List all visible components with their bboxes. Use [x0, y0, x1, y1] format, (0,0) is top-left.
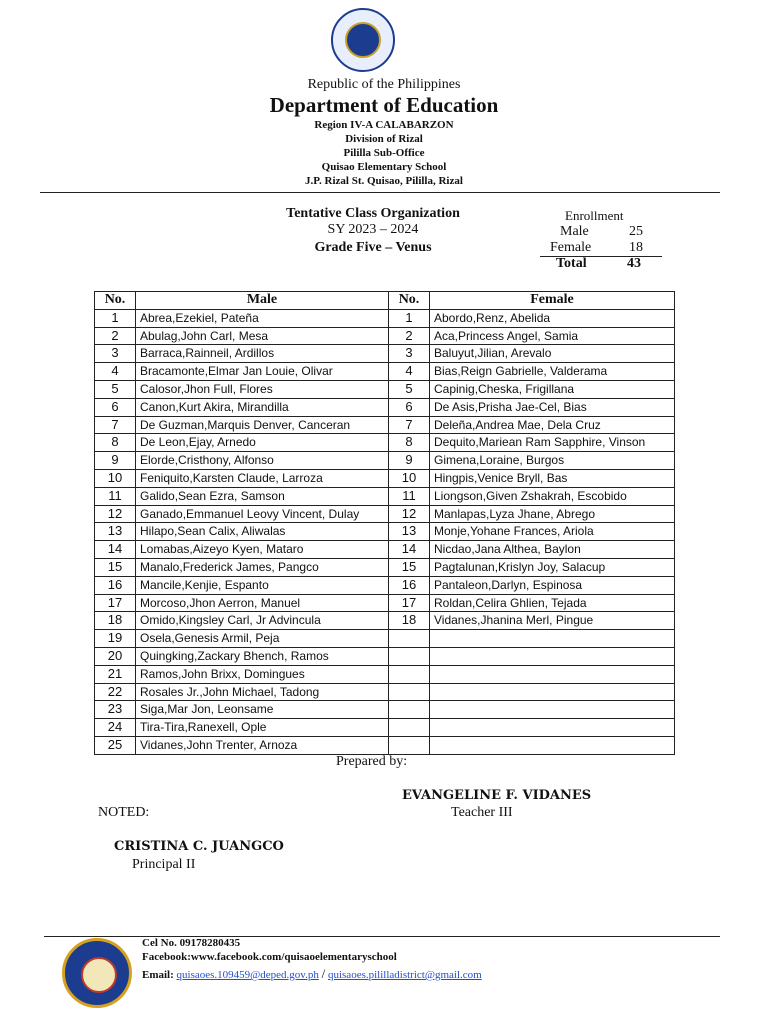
table-row [95, 327, 675, 345]
suboffice-label: Pililla Sub-Office [343, 147, 425, 159]
male-header: Male [136, 292, 389, 310]
table-row [95, 487, 675, 505]
table-row [95, 719, 675, 737]
female-name-cell: Monje,Yohane Frances, Ariola [430, 523, 675, 541]
footer-email-label: Email: [142, 969, 174, 981]
teacher-name: EVANGELINE F. VIDANES [402, 788, 592, 803]
male-name-cell: Morcoso,Jhon Aerron, Manuel [136, 594, 389, 612]
table-header-row [95, 292, 675, 310]
table-row [95, 469, 675, 487]
male-number-cell: 21 [95, 665, 136, 683]
table-row [95, 736, 675, 754]
female-name-cell: De Asis,Prisha Jae-Cel, Bias [430, 398, 675, 416]
male-number-cell: 5 [95, 380, 136, 398]
male-number-cell: 23 [95, 701, 136, 719]
female-name-cell: Dequito,Mariean Ram Sapphire, Vinson [430, 434, 675, 452]
male-name-cell: Ganado,Emmanuel Leovy Vincent, Dulay [136, 505, 389, 523]
noted-label: NOTED: [98, 805, 150, 820]
table-row [95, 523, 675, 541]
female-number-cell [389, 630, 430, 648]
male-name-cell: Siga,Mar Jon, Leonsame [136, 701, 389, 719]
male-name-cell: De Guzman,Marquis Denver, Canceran [136, 416, 389, 434]
division-label: Division of Rizal [345, 133, 423, 145]
table-row [95, 630, 675, 648]
table-row [95, 380, 675, 398]
male-number-cell: 15 [95, 558, 136, 576]
email-link-deped[interactable]: quisaoes.109459@deped.gov.ph [176, 969, 319, 981]
male-name-cell: Canon,Kurt Akira, Mirandilla [136, 398, 389, 416]
republic-label: Republic of the Philippines [307, 77, 461, 92]
male-name-cell: Elorde,Cristhony, Alfonso [136, 452, 389, 470]
male-number-cell: 7 [95, 416, 136, 434]
footer-email [142, 966, 482, 982]
deped-seal-logo [331, 8, 395, 72]
male-name-cell: Abulag,John Carl, Mesa [136, 327, 389, 345]
table-row [95, 701, 675, 719]
female-name-cell: Baluyut,Jilian, Arevalo [430, 345, 675, 363]
header-divider [40, 192, 720, 193]
department-title: Department of Education [269, 93, 499, 117]
female-no-header: No. [389, 292, 430, 310]
male-number-cell: 13 [95, 523, 136, 541]
female-number-cell: 8 [389, 434, 430, 452]
female-name-cell: Bias,Reign Gabrielle, Valderama [430, 363, 675, 381]
table-row [95, 594, 675, 612]
female-number-cell: 11 [389, 487, 430, 505]
grade-section: Grade Five – Venus [314, 240, 432, 255]
female-name-cell: Aca,Princess Angel, Samia [430, 327, 675, 345]
table-row [95, 665, 675, 683]
female-name-cell [430, 701, 675, 719]
female-number-cell: 16 [389, 576, 430, 594]
female-number-cell: 1 [389, 309, 430, 327]
teacher-title: Teacher III [451, 805, 513, 820]
table-row [95, 647, 675, 665]
female-header: Female [430, 292, 675, 310]
female-number-cell [389, 665, 430, 683]
male-name-cell: Calosor,Jhon Full, Flores [136, 380, 389, 398]
female-name-cell: Hingpis,Venice Bryll, Bas [430, 469, 675, 487]
male-name-cell: Galido,Sean Ezra, Samson [136, 487, 389, 505]
male-name-cell: Mancile,Kenjie, Espanto [136, 576, 389, 594]
female-number-cell [389, 736, 430, 754]
footer-cel: Cel No. 09178280435 [142, 937, 241, 949]
male-number-cell: 12 [95, 505, 136, 523]
table-row [95, 612, 675, 630]
female-name-cell [430, 719, 675, 737]
female-name-cell [430, 683, 675, 701]
female-number-cell [389, 701, 430, 719]
email-separator: / [321, 966, 326, 981]
female-name-cell [430, 630, 675, 648]
male-number-cell: 3 [95, 345, 136, 363]
male-number-cell: 1 [95, 309, 136, 327]
male-name-cell: Manalo,Frederick James, Pangco [136, 558, 389, 576]
male-name-cell: Omido,Kingsley Carl, Jr Advincula [136, 612, 389, 630]
table-row [95, 363, 675, 381]
female-name-cell: Pagtalunan,Krislyn Joy, Salacup [430, 558, 675, 576]
male-number-cell: 24 [95, 719, 136, 737]
table-row [95, 452, 675, 470]
document-title: Tentative Class Organization [286, 206, 460, 221]
male-name-cell: Ramos,John Brixx, Domingues [136, 665, 389, 683]
roster-body [95, 309, 675, 754]
male-name-cell: Quingking,Zackary Bhench, Ramos [136, 647, 389, 665]
male-name-cell: Feniquito,Karsten Claude, Larroza [136, 469, 389, 487]
male-name-cell: Bracamonte,Elmar Jan Louie, Olivar [136, 363, 389, 381]
female-name-cell [430, 665, 675, 683]
female-number-cell: 15 [389, 558, 430, 576]
male-number-cell: 17 [95, 594, 136, 612]
table-row [95, 541, 675, 559]
female-name-cell: Vidanes,Jhanina Merl, Pingue [430, 612, 675, 630]
enrollment-total-label: Total [556, 256, 587, 271]
male-name-cell: De Leon,Ejay, Arnedo [136, 434, 389, 452]
female-number-cell: 3 [389, 345, 430, 363]
address-label: J.P. Rizal St. Quisao, Pililla, Rizal [305, 175, 463, 187]
enrollment-male-label: Male [560, 224, 589, 239]
female-number-cell: 18 [389, 612, 430, 630]
female-number-cell: 4 [389, 363, 430, 381]
male-number-cell: 10 [95, 469, 136, 487]
female-number-cell [389, 683, 430, 701]
email-link-gmail[interactable]: quisaoes.pililladistrict@gmail.com [327, 969, 482, 981]
female-number-cell [389, 719, 430, 737]
male-number-cell: 8 [95, 434, 136, 452]
female-name-cell: Manlapas,Lyza Jhane, Abrego [430, 505, 675, 523]
table-row [95, 505, 675, 523]
female-number-cell: 14 [389, 541, 430, 559]
male-number-cell: 16 [95, 576, 136, 594]
table-row [95, 434, 675, 452]
footer-facebook: Facebook:www.facebook.com/quisaoelementaryschool [142, 951, 397, 963]
class-roster-table [94, 291, 675, 755]
male-number-cell: 22 [95, 683, 136, 701]
enrollment-female-label: Female [550, 240, 592, 255]
male-number-cell: 20 [95, 647, 136, 665]
female-name-cell: Capinig,Cheska, Frigillana [430, 380, 675, 398]
male-no-header: No. [95, 292, 136, 310]
female-number-cell: 5 [389, 380, 430, 398]
male-name-cell: Barraca,Rainneil, Ardillos [136, 345, 389, 363]
enrollment-label: Enrollment [565, 208, 624, 223]
female-number-cell: 9 [389, 452, 430, 470]
table-row [95, 416, 675, 434]
male-name-cell: Osela,Genesis Armil, Peja [136, 630, 389, 648]
female-number-cell: 7 [389, 416, 430, 434]
table-row [95, 576, 675, 594]
female-name-cell: Abordo,Renz, Abelida [430, 309, 675, 327]
school-year: SY 2023 – 2024 [327, 222, 419, 237]
male-number-cell: 4 [95, 363, 136, 381]
female-name-cell: Roldan,Celira Ghlien, Tejada [430, 594, 675, 612]
table-row [95, 558, 675, 576]
female-name-cell: Gimena,Loraine, Burgos [430, 452, 675, 470]
male-number-cell: 9 [95, 452, 136, 470]
enrollment-male-count: 25 [629, 224, 643, 239]
female-name-cell: Nicdao,Jana Althea, Baylon [430, 541, 675, 559]
enrollment-total-count: 43 [627, 256, 641, 271]
female-name-cell: Liongson,Given Zshakrah, Escobido [430, 487, 675, 505]
male-number-cell: 14 [95, 541, 136, 559]
female-number-cell: 17 [389, 594, 430, 612]
male-name-cell: Lomabas,Aizeyo Kyen, Mataro [136, 541, 389, 559]
male-name-cell: Tira-Tira,Ranexell, Ople [136, 719, 389, 737]
female-name-cell: Deleña,Andrea Mae, Dela Cruz [430, 416, 675, 434]
principal-title: Principal II [132, 857, 196, 872]
school-label: Quisao Elementary School [321, 161, 447, 173]
principal-name: CRISTINA C. JUANGCO [114, 839, 284, 854]
female-name-cell: Pantaleon,Darlyn, Espinosa [430, 576, 675, 594]
female-number-cell: 10 [389, 469, 430, 487]
prepared-by-label: Prepared by: [336, 754, 408, 769]
male-name-cell: Hilapo,Sean Calix, Aliwalas [136, 523, 389, 541]
table-row [95, 683, 675, 701]
table-row [95, 398, 675, 416]
male-number-cell: 2 [95, 327, 136, 345]
region-label: Region IV-A CALABARZON [314, 119, 454, 131]
female-number-cell: 6 [389, 398, 430, 416]
female-number-cell: 12 [389, 505, 430, 523]
enrollment-female-count: 18 [629, 240, 643, 255]
table-row [95, 309, 675, 327]
male-name-cell: Rosales Jr.,John Michael, Tadong [136, 683, 389, 701]
table-row [95, 345, 675, 363]
male-name-cell: Abrea,Ezekiel, Pateña [136, 309, 389, 327]
male-number-cell: 18 [95, 612, 136, 630]
female-number-cell: 13 [389, 523, 430, 541]
female-name-cell [430, 736, 675, 754]
female-name-cell [430, 647, 675, 665]
male-name-cell: Vidanes,John Trenter, Arnoza [136, 736, 389, 754]
school-seal-logo [62, 938, 132, 1008]
female-number-cell [389, 647, 430, 665]
male-number-cell: 25 [95, 736, 136, 754]
female-number-cell: 2 [389, 327, 430, 345]
male-number-cell: 6 [95, 398, 136, 416]
male-number-cell: 11 [95, 487, 136, 505]
male-number-cell: 19 [95, 630, 136, 648]
